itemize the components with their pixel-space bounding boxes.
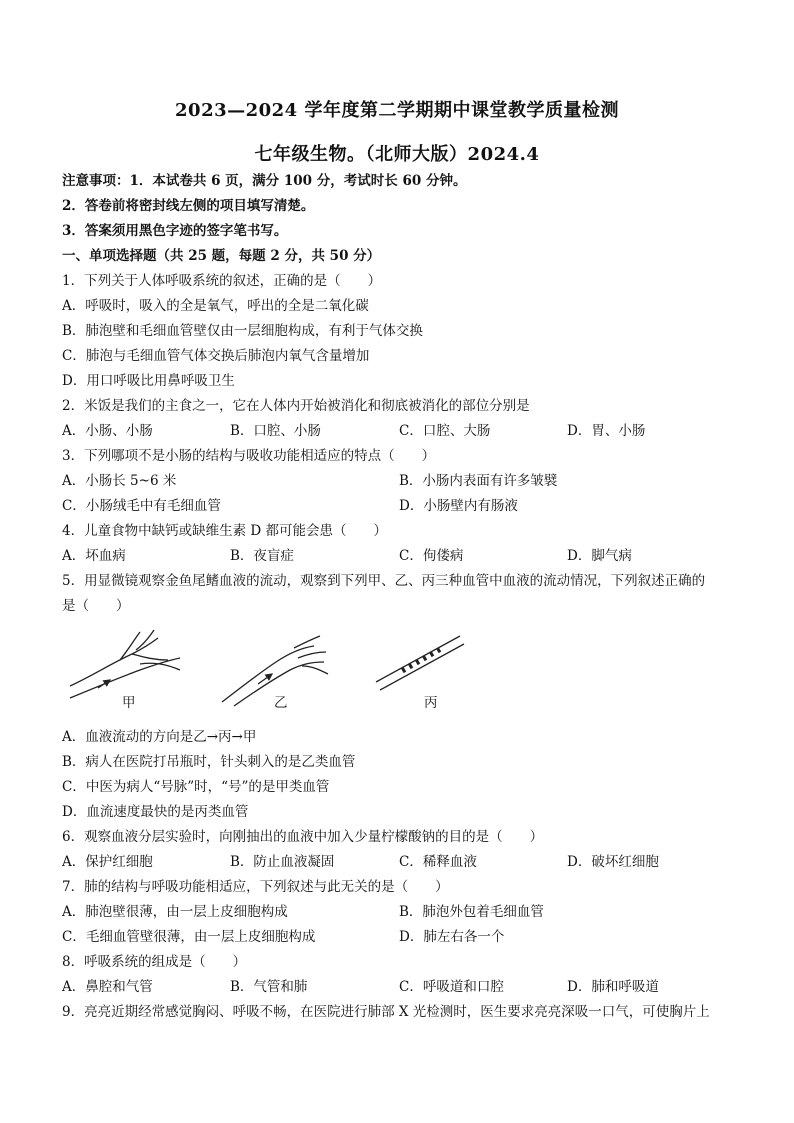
q7-option-c: C．毛细血管壁很薄，由一层上皮细胞构成 [62,929,316,945]
q5-option-c: C．中医为病人“号脉”时，“号”的是甲类血管 [62,779,330,795]
q1-option-a: A．呼吸时，吸入的全是氧气，呼出的全是二氧化碳 [62,298,369,314]
q5-stem-line1: 5．用显微镜观察金鱼尾鳍血液的流动，观察到下列甲、乙、丙三种血管中血液的流动情况，下列叙述正确的 [62,573,706,589]
q2-option-b: B．口腔、小肠 [230,423,321,439]
q8-option-c: C．呼吸道和口腔 [399,979,504,995]
q5-option-b: B．病人在医院打吊瓶时，针头刺入的是乙类血管 [62,754,356,770]
q8-stem: 8．呼吸系统的组成是（ ） [62,954,247,970]
note-2: 2．答卷前将密封线左侧的项目填写清楚。 [62,198,315,214]
section-heading: 一、单项选择题（共 25 题，每题 2 分，共 50 分） [62,248,381,264]
vessel-bing-drawing [376,636,464,690]
q4-option-b: B．夜盲症 [230,548,294,564]
q1-option-c: C．肺泡与毛细血管气体交换后肺泡内氧气含量增加 [62,348,370,364]
q2-stem: 2．米饭是我们的主食之一，它在人体内开始被消化和彻底被消化的部位分别是 [62,398,530,414]
exam-title: 2023—2024 学年度第二学期期中课堂教学质量检测 [175,100,619,121]
q6-stem: 6．观察血液分层实验时，向刚抽出的血液中加入少量柠檬酸钠的目的是（ ） [62,829,544,845]
q6-option-c: C．稀释血液 [399,854,477,870]
q1-option-b: B．肺泡壁和毛细血管壁仅由一层细胞构成，有利于气体交换 [62,323,423,339]
q3-option-a: A．小肠长 5~6 米 [62,473,177,489]
q7-option-d: D．肺左右各一个 [399,929,505,945]
q2-option-a: A．小肠、小肠 [62,423,153,439]
q2-option-d: D．胃、小肠 [567,423,646,439]
q6-option-d: D．破坏红细胞 [567,854,659,870]
q1-option-d: D．用口呼吸比用鼻呼吸卫生 [62,373,235,389]
q3-stem: 3．下列哪项不是小肠的结构与吸收功能相适应的特点（ ） [62,448,436,464]
figure-label-jia: 甲 [122,695,136,711]
vessel-jia-drawing [70,630,180,698]
q2-option-c: C．口腔、大肠 [399,423,491,439]
q3-option-d: D．小肠壁内有肠液 [399,498,518,514]
q8-option-d: D．肺和呼吸道 [567,979,659,995]
q3-option-c: C．小肠绒毛中有毛细血管 [62,498,221,514]
figure-label-bing: 丙 [424,695,438,711]
q8-option-b: B．气管和肺 [230,979,308,995]
q5-option-a: A．血液流动的方向是乙→丙→甲 [62,729,257,745]
note-3: 3．答案须用黑色字迹的签字笔书写。 [62,223,288,239]
exam-subtitle: 七年级生物。（北师大版）2024.4 [254,144,540,165]
q4-option-c: C．佝偻病 [399,548,464,564]
note-1: 注意事项：1．本试卷共 6 页，满分 100 分，考试时长 60 分钟。 [62,173,467,189]
q7-option-a: A．肺泡壁很薄，由一层上皮细胞构成 [62,904,288,920]
q1-stem: 1．下列关于人体呼吸系统的叙述，正确的是（ ） [62,273,382,289]
q7-stem: 7．肺的结构与呼吸功能相适应，下列叙述与此无关的是（ ） [62,879,449,895]
q9-stem: 9．亮亮近期经常感觉胸闷、呼吸不畅，在医院进行肺部 X 光检测时，医生要求亮亮深吸一口气，可使胸片上 [62,1004,710,1020]
q5-stem-line2: 是（ ） [62,598,130,614]
figure-label-yi: 乙 [274,695,288,711]
q3-option-b: B．小肠内表面有许多皱襞 [399,473,558,489]
q4-option-d: D．脚气病 [567,548,632,564]
q4-stem: 4．儿童食物中缺钙或缺维生素 D 都可能会患（ ） [62,523,387,539]
q4-option-a: A．坏血病 [62,548,126,564]
q6-option-b: B．防止血液凝固 [230,854,335,870]
q8-option-a: A．鼻腔和气管 [62,979,153,995]
q5-option-d: D．血流速度最快的是丙类血管 [62,804,249,820]
q6-option-a: A．保护红细胞 [62,854,153,870]
q7-option-b: B．肺泡外包着毛细血管 [399,904,544,920]
